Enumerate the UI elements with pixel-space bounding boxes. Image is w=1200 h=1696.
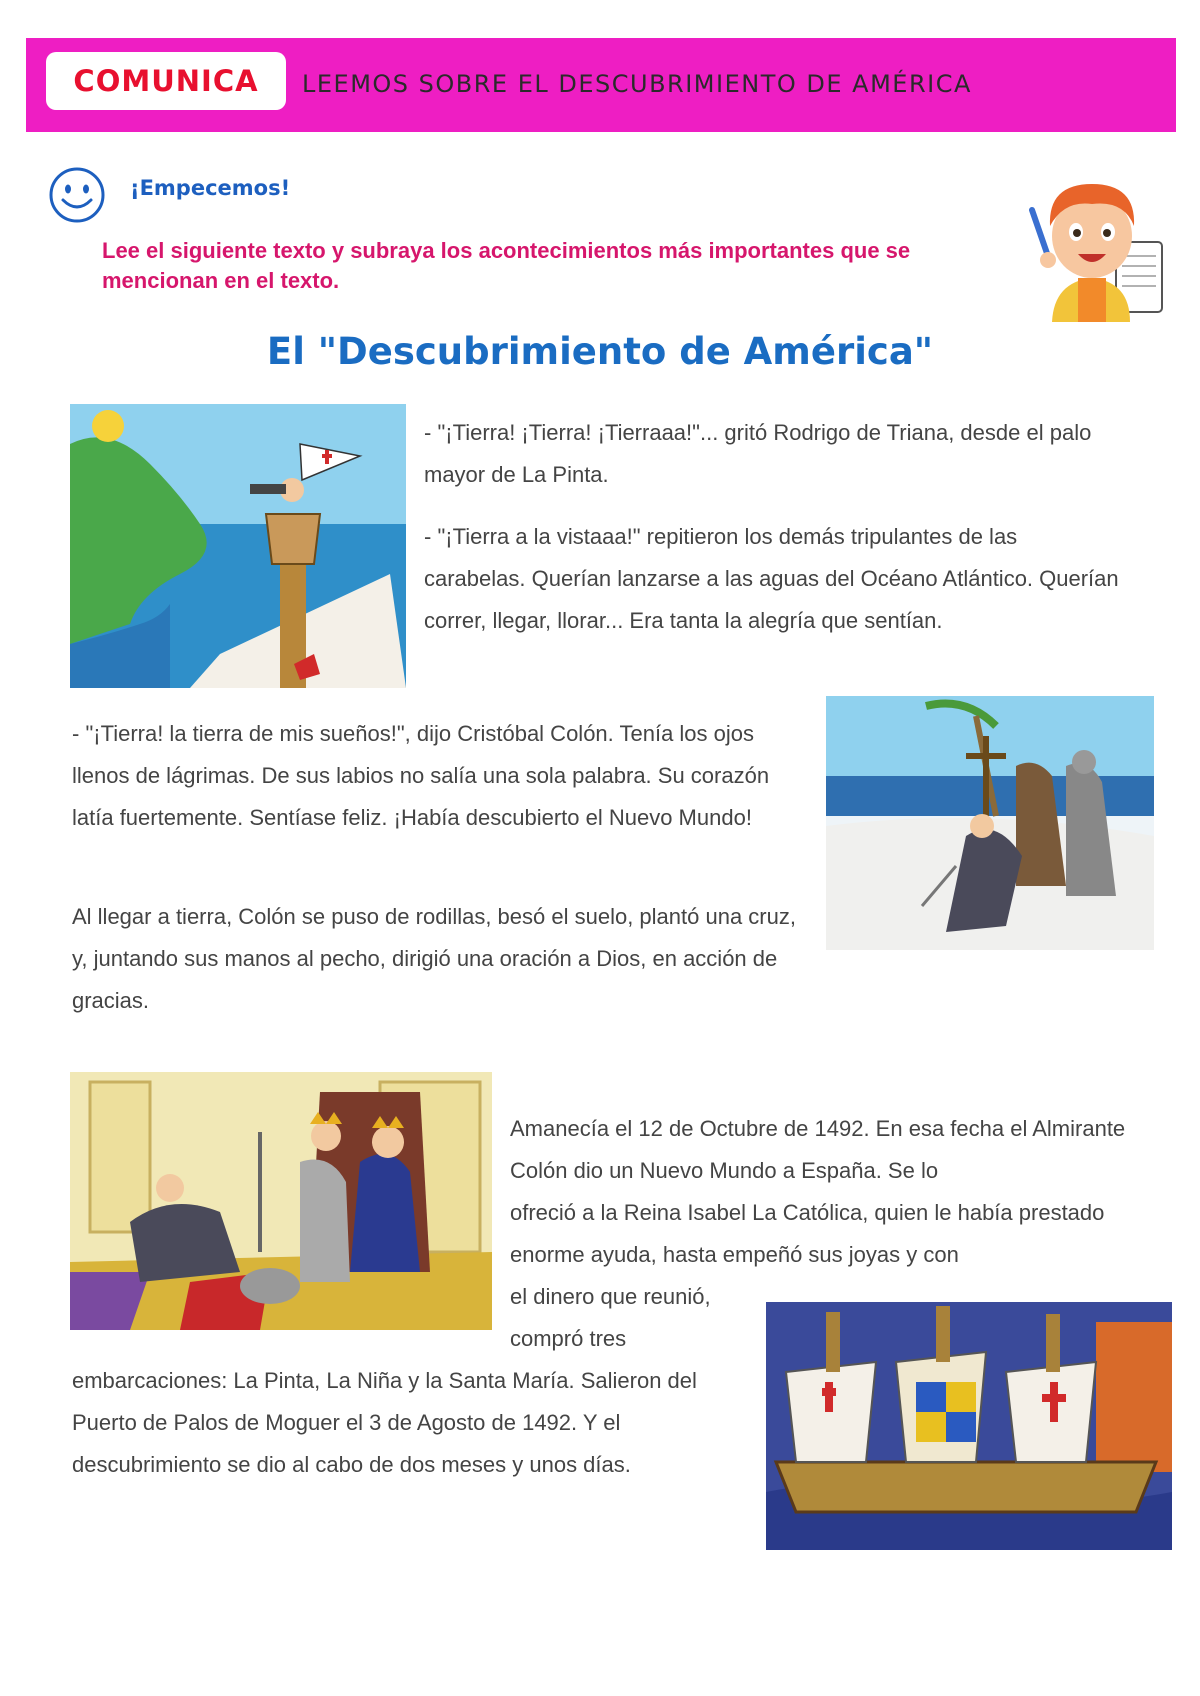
article-title: El "Descubrimiento de América" — [266, 330, 934, 373]
paragraph-1: - "¡Tierra! ¡Tierra! ¡Tierraaa!"... gritó Rodrigo de Triana, desde el palo mayor de La Pinta. — [424, 420, 1092, 487]
instructions-text: Lee el siguiente texto y subraya los acontecimientos más importantes que se mencionan en el texto. — [102, 238, 911, 293]
paragraph-9: embarcaciones: La Pinta, La Niña y la Santa María. Salieron del Puerto de Palos de Moguer el 3 de Agosto de 1492. Y el descubrimiento se dio al cabo de dos meses y unos días. — [72, 1368, 697, 1477]
paragraph-8: compró tres — [510, 1326, 627, 1351]
caravels-illustration — [766, 1302, 1172, 1550]
subject-tag: COMUNICA — [46, 52, 286, 110]
lookout-illustration — [70, 404, 406, 688]
worksheet-title: LEEMOS SOBRE EL DESCUBRIMIENTO DE AMÉRICA — [302, 70, 972, 98]
royal-court-illustration — [70, 1072, 492, 1330]
paragraph-3: - "¡Tierra! la tierra de mis sueños!", dijo Cristóbal Colón. Tenía los ojos llenos de lágrimas. De sus labios no salía una sola palabra. Su corazón latía fuertemente. Sentíase feliz. ¡Había descubierto el Nuevo Mundo! — [72, 721, 770, 830]
intro-heading: ¡Empecemos! — [130, 176, 291, 200]
paragraph-2: - "¡Tierra a la vistaaa!" repitieron los demás tripulantes de las carabelas. Querían lanzarse a las aguas del Océano Atlántico. Querían correr, llegar, llorar... Era tanta la alegría que sentían. — [424, 524, 1119, 633]
student-illustration — [1012, 170, 1170, 322]
paragraph-4: Al llegar a tierra, Colón se puso de rodillas, besó el suelo, plantó una cruz, y, juntando sus manos al pecho, dirigió una oración a Dios, en acción de gracias. — [72, 904, 796, 1013]
landing-illustration — [826, 696, 1154, 950]
paragraph-5: Amanecía el 12 de Octubre de 1492. En esa fecha el Almirante Colón dio un Nuevo Mundo a España. Se lo — [510, 1116, 1126, 1183]
paragraph-6: ofreció a la Reina Isabel La Católica, quien le había prestado enorme ayuda, hasta empeñó sus joyas y con — [510, 1200, 1105, 1267]
paragraph-7: el dinero que reunió, — [510, 1284, 711, 1309]
smiley-icon — [48, 166, 106, 224]
